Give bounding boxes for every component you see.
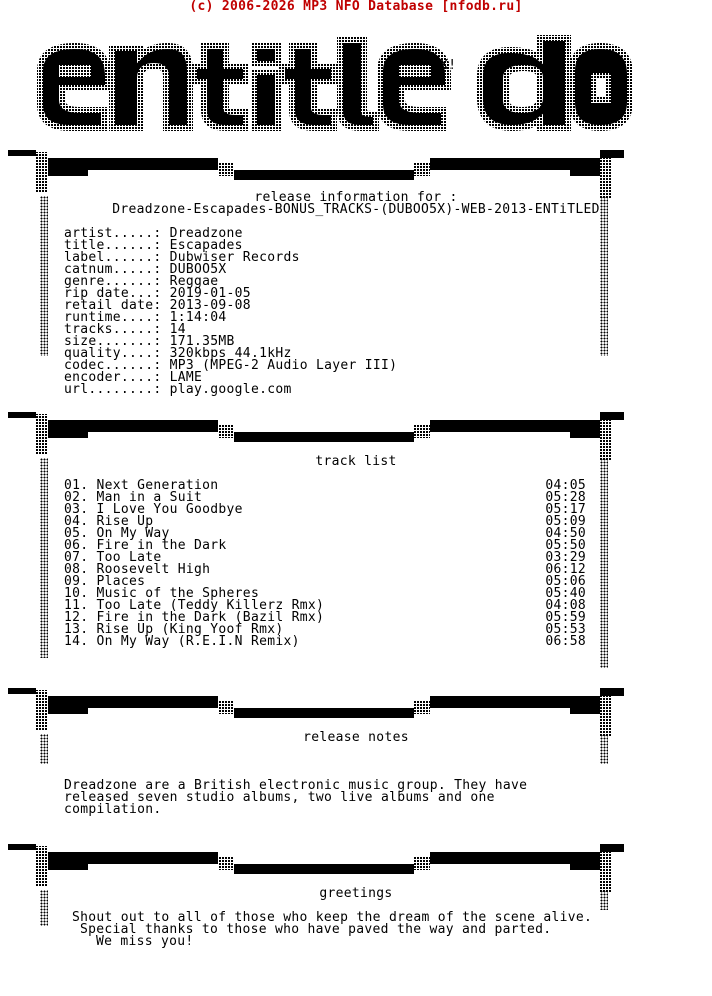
track-row: 08. Roosevelt High 06:12 — [64, 562, 586, 577]
notes-line: Dreadzone are a British electronic music group. They have — [64, 778, 528, 793]
track-row: 11. Too Late (Teddy Killerz Rmx) 04:08 — [64, 598, 586, 613]
greetings-heading: greetings — [319, 886, 393, 901]
site-header: (c) 2006-2026 MP3 NFO Database [nfodb.ru] — [189, 0, 523, 14]
right-border — [600, 458, 608, 668]
track-row: 03. I Love You Goodbye 05:17 — [64, 502, 586, 517]
tracklist-heading: track list — [315, 454, 397, 469]
track-row: 12. Fire in the Dark (Bazil Rmx) 05:59 — [64, 610, 586, 625]
track-row: 13. Rise Up (King Yoof Rmx) 05:53 — [64, 622, 586, 637]
track-row: 07. Too Late 03:29 — [64, 550, 586, 565]
greetings-line: Shout out to all of those who keep the dream of the scene alive. — [72, 910, 593, 925]
field-row: genre......: Reggae — [64, 274, 219, 289]
greetings-line: Special thanks to those who have paved the way and parted. — [80, 922, 552, 937]
field-row: size.......: 171.35MB — [64, 334, 235, 349]
left-border — [40, 458, 48, 658]
notes-line: compilation. — [64, 802, 162, 817]
field-row: runtime....: 1:14:04 — [64, 310, 227, 325]
field-row: label......: Dubwiser Records — [64, 250, 300, 265]
notes-line: released seven studio albums, two live albums and one — [64, 790, 495, 805]
track-row: 10. Music of the Spheres 05:40 — [64, 586, 586, 601]
group-tag: hX! — [432, 58, 457, 73]
track-row: 02. Man in a Suit 05:28 — [64, 490, 586, 505]
left-border — [40, 196, 48, 356]
field-row: tracks.....: 14 — [64, 322, 186, 337]
right-border — [600, 196, 608, 356]
field-row: retail date: 2013-09-08 — [64, 298, 251, 313]
url-row: url........: play.google.com — [64, 382, 292, 397]
field-row: rip date...: 2019-01-05 — [64, 286, 251, 301]
field-row: encoder....: LAME — [64, 370, 203, 385]
track-row: 14. On My Way (R.E.I.N Remix) 06:58 — [64, 634, 586, 649]
group-logo — [0, 16, 712, 144]
release-name: Dreadzone-Escapades-BONUS_TRACKS-(DUBOO5X)-WEB-2013-ENTiTLED — [112, 202, 600, 217]
field-row: artist.....: Dreadzone — [64, 226, 243, 241]
field-row: quality....: 320kbps 44.1kHz — [64, 346, 292, 361]
field-row: title......: Escapades — [64, 238, 243, 253]
track-row: 09. Places 05:06 — [64, 574, 586, 589]
track-row: 04. Rise Up 05:09 — [64, 514, 586, 529]
release-url[interactable]: play.google.com — [169, 382, 292, 397]
track-row: 06. Fire in the Dark 05:50 — [64, 538, 586, 553]
field-row: catnum.....: DUBOO5X — [64, 262, 227, 277]
notes-heading: release notes — [303, 730, 409, 745]
field-row: codec......: MP3 (MPEG-2 Audio Layer III) — [64, 358, 398, 373]
release-heading: release information for : — [254, 190, 458, 205]
greetings-line: We miss you! — [96, 934, 194, 949]
track-row: 05. On My Way 04:50 — [64, 526, 586, 541]
track-row: 01. Next Generation 04:05 — [64, 478, 586, 493]
